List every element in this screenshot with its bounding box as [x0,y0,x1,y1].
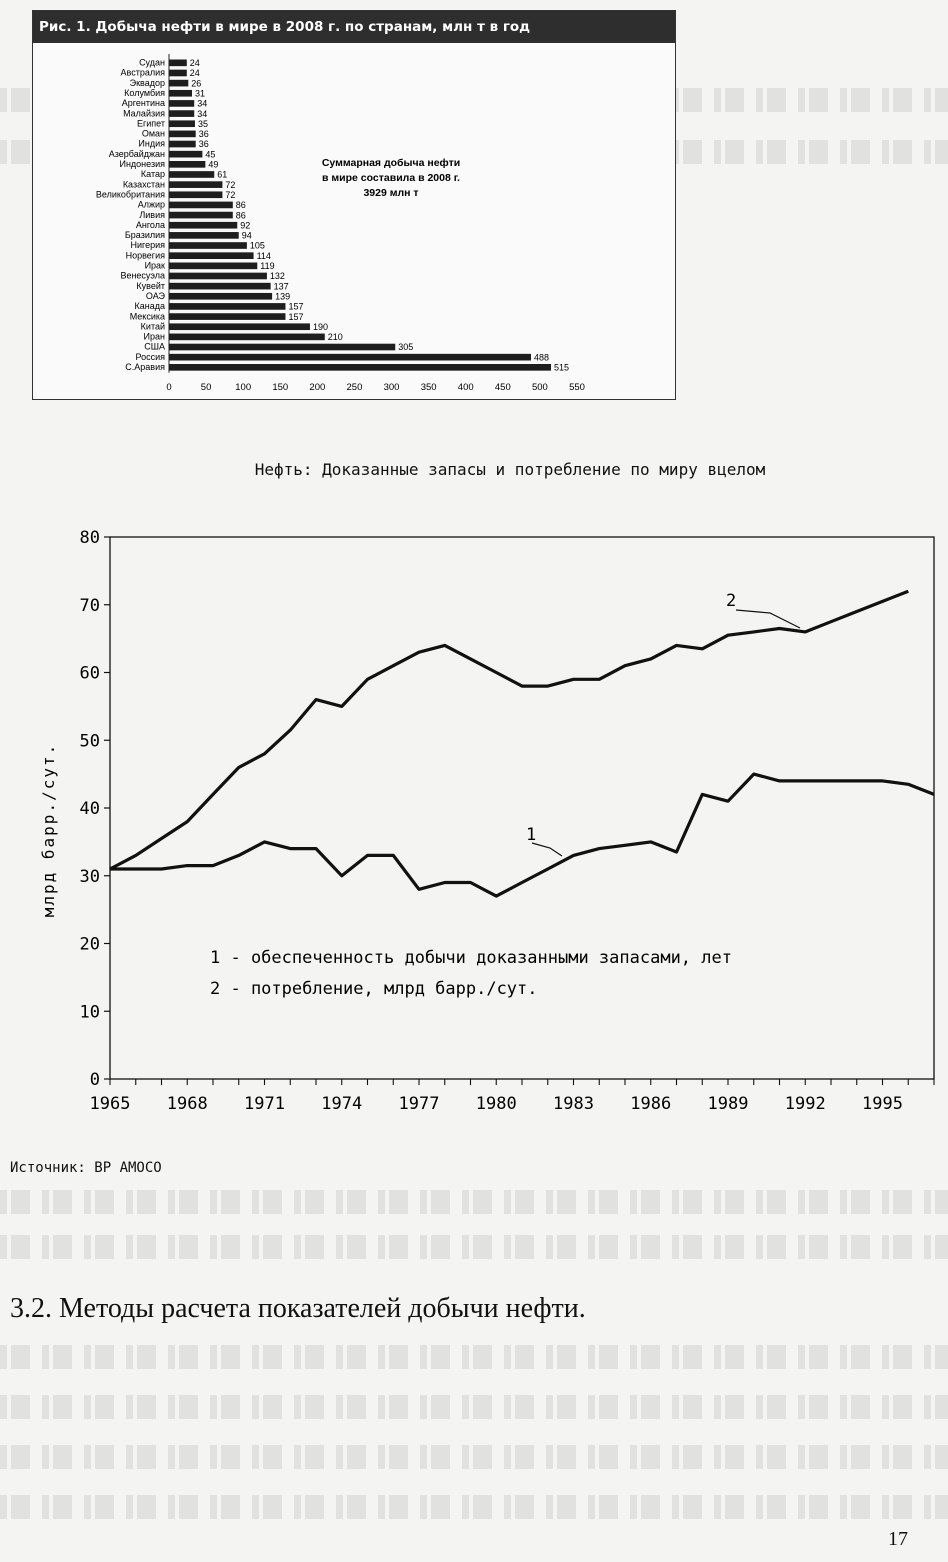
section-heading: 3.2. Методы расчета показателей добычи нефти. [10,1293,586,1324]
y-tick-label: 20 [79,934,100,955]
category-label: Аргентина [121,98,165,109]
category-label: Малайзия [123,108,165,119]
category-label: С.Аравия [125,362,165,372]
x-tick-label: 1980 [475,1094,517,1114]
bar-value-label: 114 [256,250,271,261]
x-tick-label: 1986 [630,1094,672,1114]
bar [169,232,239,239]
bar-value-label: 157 [288,311,304,322]
bar-value-label: 515 [554,362,570,373]
y-tick-label: 50 [79,731,100,752]
x-tick-label: 500 [531,382,548,393]
bar-value-label: 36 [198,129,209,140]
y-tick-label: 0 [89,1070,100,1090]
x-tick-label: 250 [346,382,363,393]
bar-value-label: 61 [217,169,228,180]
bar [169,344,395,351]
series-line-2 [110,591,908,869]
bar-value-label: 305 [398,342,414,353]
bar-value-label: 36 [198,139,209,150]
category-label: Кувейт [136,280,165,291]
bar-value-label: 86 [235,210,246,221]
bar [169,252,254,259]
bar [169,323,310,330]
bar-value-label: 488 [534,352,550,363]
x-tick-label: 300 [383,382,400,393]
y-tick-label: 80 [79,528,100,548]
bar-value-label: 24 [189,68,200,79]
legend-entry: 1 - обеспеченность добычи доказанными запасами, лет [210,948,732,968]
x-tick-label: 50 [200,382,212,393]
x-tick-label: 1983 [553,1094,594,1114]
bar-value-label: 31 [194,88,206,99]
category-label: Индонезия [119,159,165,169]
bar [169,222,237,229]
bar-value-label: 132 [269,271,285,282]
category-label: Египет [136,118,165,129]
bleed-through-line [0,1495,948,1519]
bar [169,60,187,67]
bar [169,242,247,249]
bar [169,151,202,158]
bar [169,283,271,290]
category-label: Эквадор [129,77,165,88]
total-annotation-line: 3929 млн т [363,187,419,199]
bar [169,263,257,270]
figure-1-plot [33,11,675,399]
bar [169,120,195,127]
x-tick-label: 1977 [398,1094,440,1114]
figure-2-line-chart [0,520,948,1130]
series-1-leader [532,843,562,856]
bar-value-label: 34 [197,108,208,119]
bar-value-label: 92 [240,220,251,231]
bar [169,131,196,138]
category-label: Китай [140,321,165,332]
bar [169,90,192,97]
bar-value-label: 72 [225,189,236,200]
bar [169,70,187,77]
category-label: Азербайджан [108,148,165,159]
category-label: Катар [140,169,165,180]
bar [169,212,233,219]
bar-value-label: 210 [327,332,343,343]
bleed-through-line [0,1445,948,1469]
bar-value-label: 72 [225,179,236,190]
y-tick-label: 30 [79,866,100,887]
bar [169,161,205,168]
bar-value-label: 35 [197,118,208,129]
category-label: Индия [138,138,165,149]
x-tick-label: 550 [569,382,585,393]
category-label: Ангола [135,219,165,230]
bar [169,141,196,148]
category-label: США [144,341,165,352]
category-label: Судан [139,57,165,68]
bar-value-label: 105 [249,240,265,251]
bar [169,364,551,371]
category-label: Алжир [137,199,165,210]
bar-value-label: 157 [288,301,304,312]
bar-value-label: 119 [260,261,275,271]
x-tick-label: 1971 [244,1094,285,1114]
page-number: 17 [888,1528,908,1550]
bar [169,181,222,188]
category-label: Канада [134,301,165,312]
bleed-through-line [0,1345,948,1369]
bar-value-label: 24 [189,58,200,68]
category-label: Оман [141,128,165,139]
category-label: ОАЭ [145,290,165,301]
x-tick-label: 1968 [166,1094,208,1114]
legend-entry: 2 - потребление, млрд барр./сут. [210,979,538,999]
bar [169,334,325,341]
bar [169,171,214,178]
x-tick-label: 400 [457,382,474,393]
bleed-through-line [0,1235,948,1259]
category-label: Австралия [120,67,165,78]
y-tick-label: 10 [79,1002,100,1023]
x-tick-label: 0 [166,382,172,393]
category-label: Ирак [144,260,165,271]
figure-2-title: Нефть: Доказанные запасы и потребление по миру вцелом [254,460,766,479]
category-label: Нигерия [130,240,165,251]
series-2-callout: 2 [726,591,737,611]
bar [169,293,272,300]
bar-value-label: 49 [208,159,219,170]
bar-value-label: 139 [275,291,291,302]
x-tick-label: 1995 [862,1094,903,1114]
category-label: Венесуэла [120,270,165,281]
figure-1-bar-chart [32,10,676,400]
bleed-through-line [0,1190,948,1214]
figure-2-plot [0,520,948,1130]
y-tick-label: 60 [79,663,100,684]
category-label: Бразилия [124,230,165,241]
bar [169,110,194,117]
x-tick-label: 1989 [707,1094,749,1114]
series-2-leader [736,610,800,628]
bar [169,273,267,280]
category-label: Иран [143,331,165,342]
y-tick-label: 70 [79,595,100,616]
category-label: Колумбия [124,87,165,98]
bar-value-label: 34 [197,98,208,109]
bleed-through-line [0,1395,948,1419]
category-label: Ливия [139,209,165,220]
source-note: Источник: BP AMOCO [10,1160,162,1176]
x-tick-label: 350 [420,382,437,393]
x-tick-label: 200 [309,382,326,393]
y-axis-label: млрд барр./сут. [39,742,58,918]
x-tick-label: 150 [272,382,289,393]
category-label: Казахстан [122,179,165,190]
bar [169,313,285,320]
x-tick-label: 1974 [321,1094,363,1114]
bar-value-label: 45 [205,149,216,160]
bar [169,80,188,87]
x-tick-label: 1965 [89,1094,131,1114]
x-tick-label: 450 [494,382,511,393]
figure-1-title: Рис. 1. Добыча нефти в мире в 2008 г. по странам, млн т в год [33,11,675,43]
total-annotation-line: в мире составила в 2008 г. [322,172,460,184]
bar-value-label: 94 [241,230,252,241]
bar-value-label: 26 [191,78,202,89]
bar-value-label: 190 [312,321,328,332]
series-1-callout: 1 [526,825,537,845]
category-label: Мексика [129,311,165,322]
bar [169,202,233,209]
bar [169,354,531,361]
bar [169,191,222,198]
series-line-1 [110,774,934,896]
bar-value-label: 86 [235,200,246,211]
bar [169,303,285,310]
bar-value-label: 137 [273,281,289,292]
category-label: Великобритания [95,189,165,200]
total-annotation-line: Суммарная добыча нефти [321,157,461,169]
x-tick-label: 1992 [784,1094,826,1114]
category-label: Россия [135,351,165,362]
y-tick-label: 40 [79,799,100,819]
category-label: Норвегия [125,250,165,261]
x-tick-label: 100 [235,382,252,393]
bar [169,100,194,107]
